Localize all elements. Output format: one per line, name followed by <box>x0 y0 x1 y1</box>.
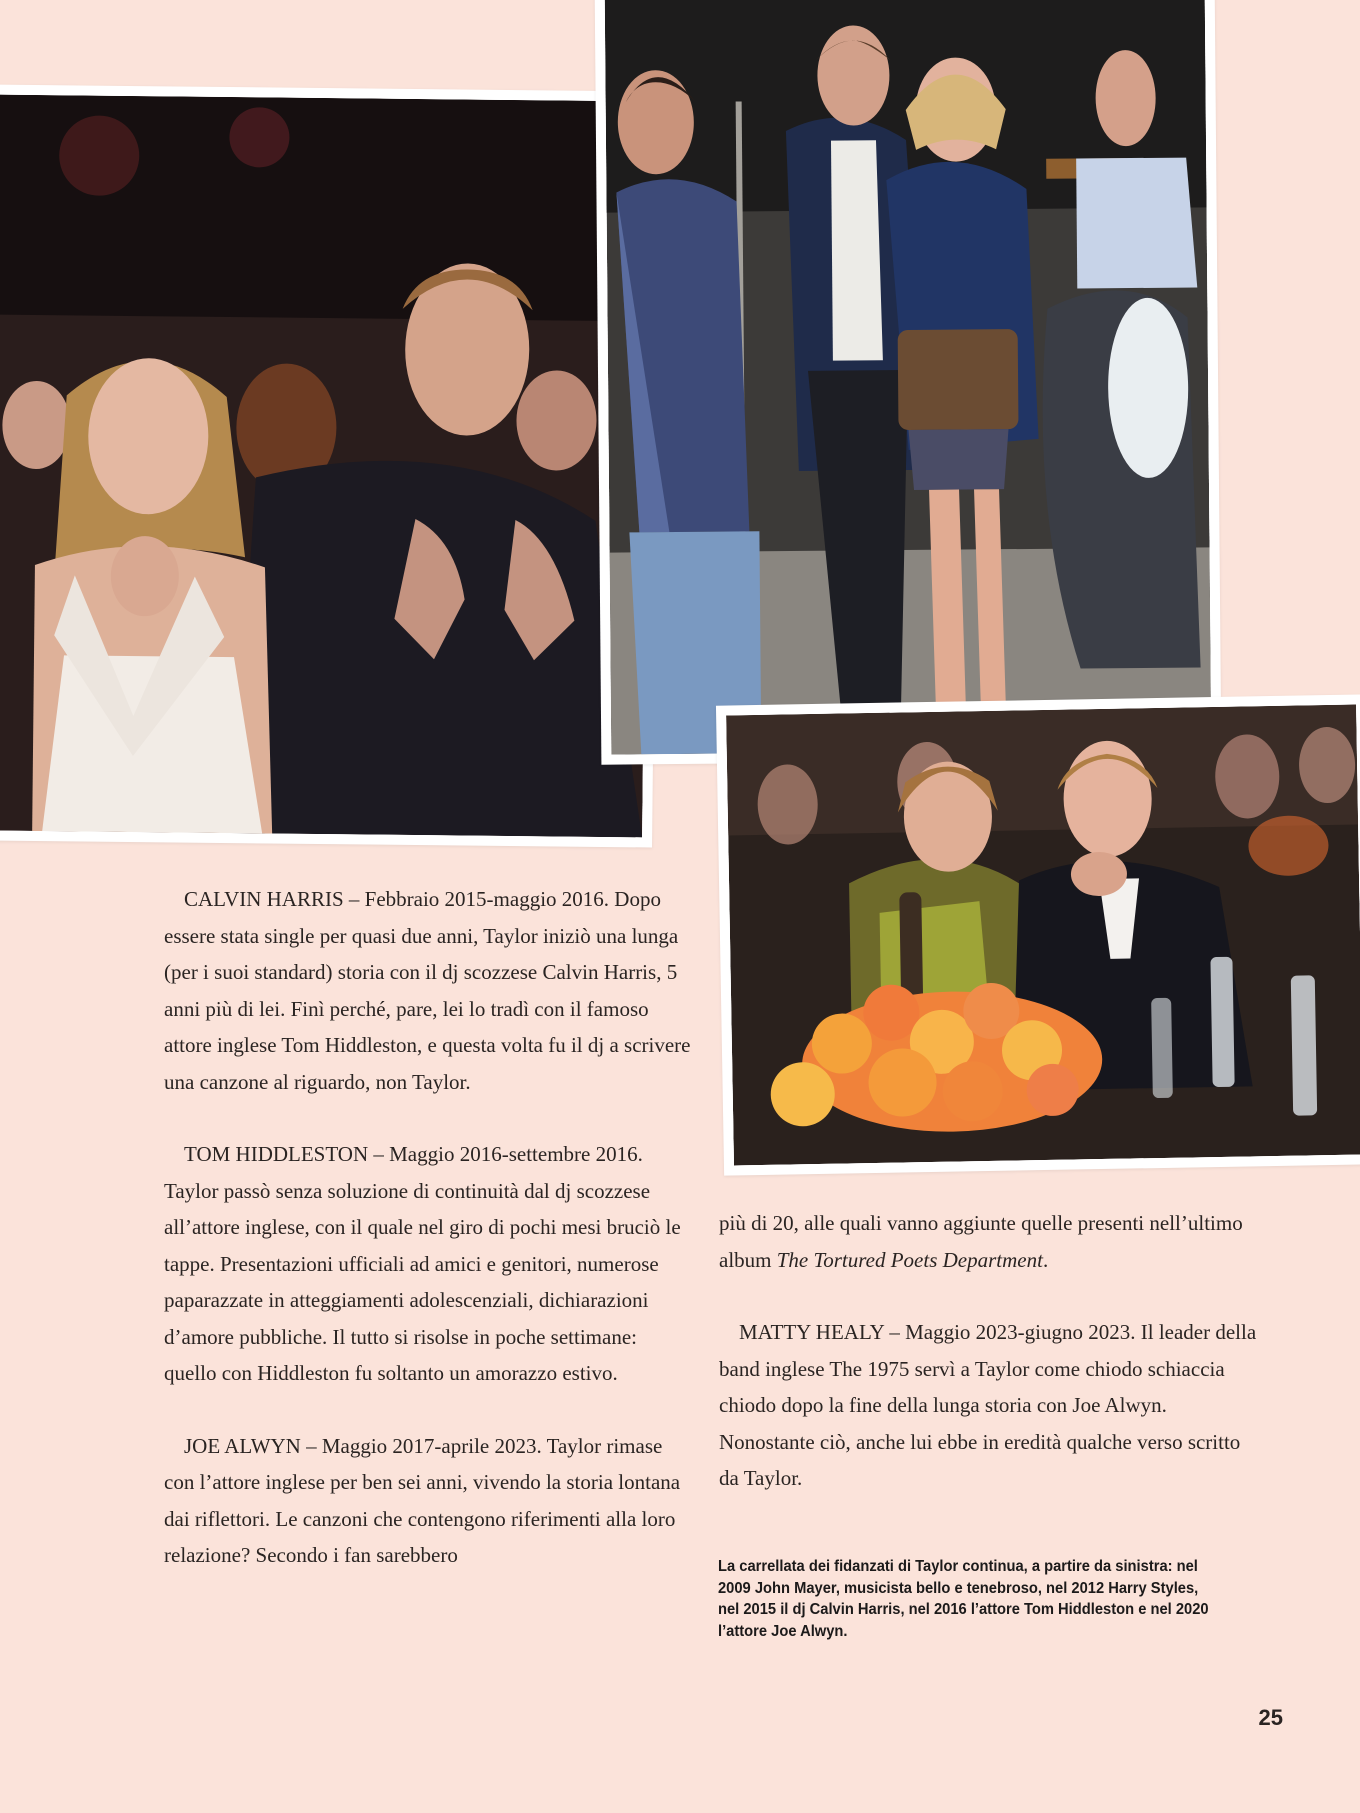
paragraph-tom-hiddleston <box>164 1136 692 1392</box>
paragraph-joe-alwyn <box>164 1428 692 1574</box>
photo-taylor-calvin-harris <box>0 85 660 848</box>
photo-taylor-joe-alwyn <box>716 694 1360 1175</box>
photo-taylor-tom-hiddleston <box>595 0 1222 765</box>
lead-joe-alwyn: JOE ALWYN – Maggio 2017-aprile 2023. Taylor <box>184 1433 602 1458</box>
lead-calvin-harris: CALVIN HARRIS – Febbraio 2015-maggio 2016. <box>184 887 610 911</box>
lead-tom-hiddleston: TOM HIDDLESTON – Maggio 2016-settembre <box>184 1142 591 1166</box>
lead-matty-healy: MATTY HEALY – Maggio 2023-giugno 2023. Il <box>739 1320 1154 1344</box>
text-calvin-harris: Dopo essere stata single per quasi due anni, Taylor iniziò una lunga (per i suoi standard) storia con il dj scozzese Calvin Harris, 5 anni più di lei. Finì perché, pare, lei lo tradì con il famoso attore inglese Tom Hiddleston, e questa volta fu il dj a scrivere una canzone al riguardo, non Taylor. <box>164 887 691 1094</box>
text-tom-hiddleston: 2016. Taylor passò senza soluzione di continuità dal dj scozzese all’attore inglese, con il quale nel giro di pochi mesi bruciò le tappe. Presentazioni ufficiali ad amici e genitori, numerose paparazzate in atteggiamenti adolescenziali, dichiarazioni d’amore pubbliche. Il tutto si risolse in poche settimane: quello con Hiddleston fu soltanto un amorazzo estivo. <box>164 1142 681 1385</box>
paragraph-calvin-harris <box>164 881 692 1100</box>
paragraph-matty-healy <box>719 1314 1259 1497</box>
text-joe-alwyn-end: . <box>1042 1247 1049 1272</box>
paragraph-joe-alwyn-continued <box>719 1205 1259 1278</box>
text-joe-alwyn-continued: più di 20, alle quali vanno aggiunte quelle presenti nell’ultimo album <box>719 1211 1243 1272</box>
article-right-column <box>719 1205 1259 1533</box>
page-number: 25 <box>1258 1705 1283 1730</box>
text-matty-healy: leader della band inglese The 1975 servì a Taylor come chiodo schiaccia chiodo dopo la fine della lunga storia con Joe Alwyn. Nonostante ciò, anche lui ebbe in eredità qualche verso scritto da Taylor. <box>719 1320 1257 1490</box>
album-title: The Tortured Poets Department <box>776 1247 1043 1272</box>
photo-caption: La carrellata dei fidanzati di Taylor continua, a partire da sinistra: nel 2009 John Mayer, musicista bello e tenebroso, nel 2012 Harry Styles, nel 2015 il dj Calvin Harris, nel 2016 l’attore Tom Hiddleston e nel 2020 l’attore Joe Alwyn. <box>718 1558 1209 1640</box>
text-joe-alwyn: rimase con l’attore inglese per ben sei anni, vivendo la storia lontana dai riflettori. Le canzoni che contengono riferimenti alla loro relazione? Secondo i fan sarebbero <box>164 1433 681 1567</box>
article-left-column <box>164 881 692 1610</box>
